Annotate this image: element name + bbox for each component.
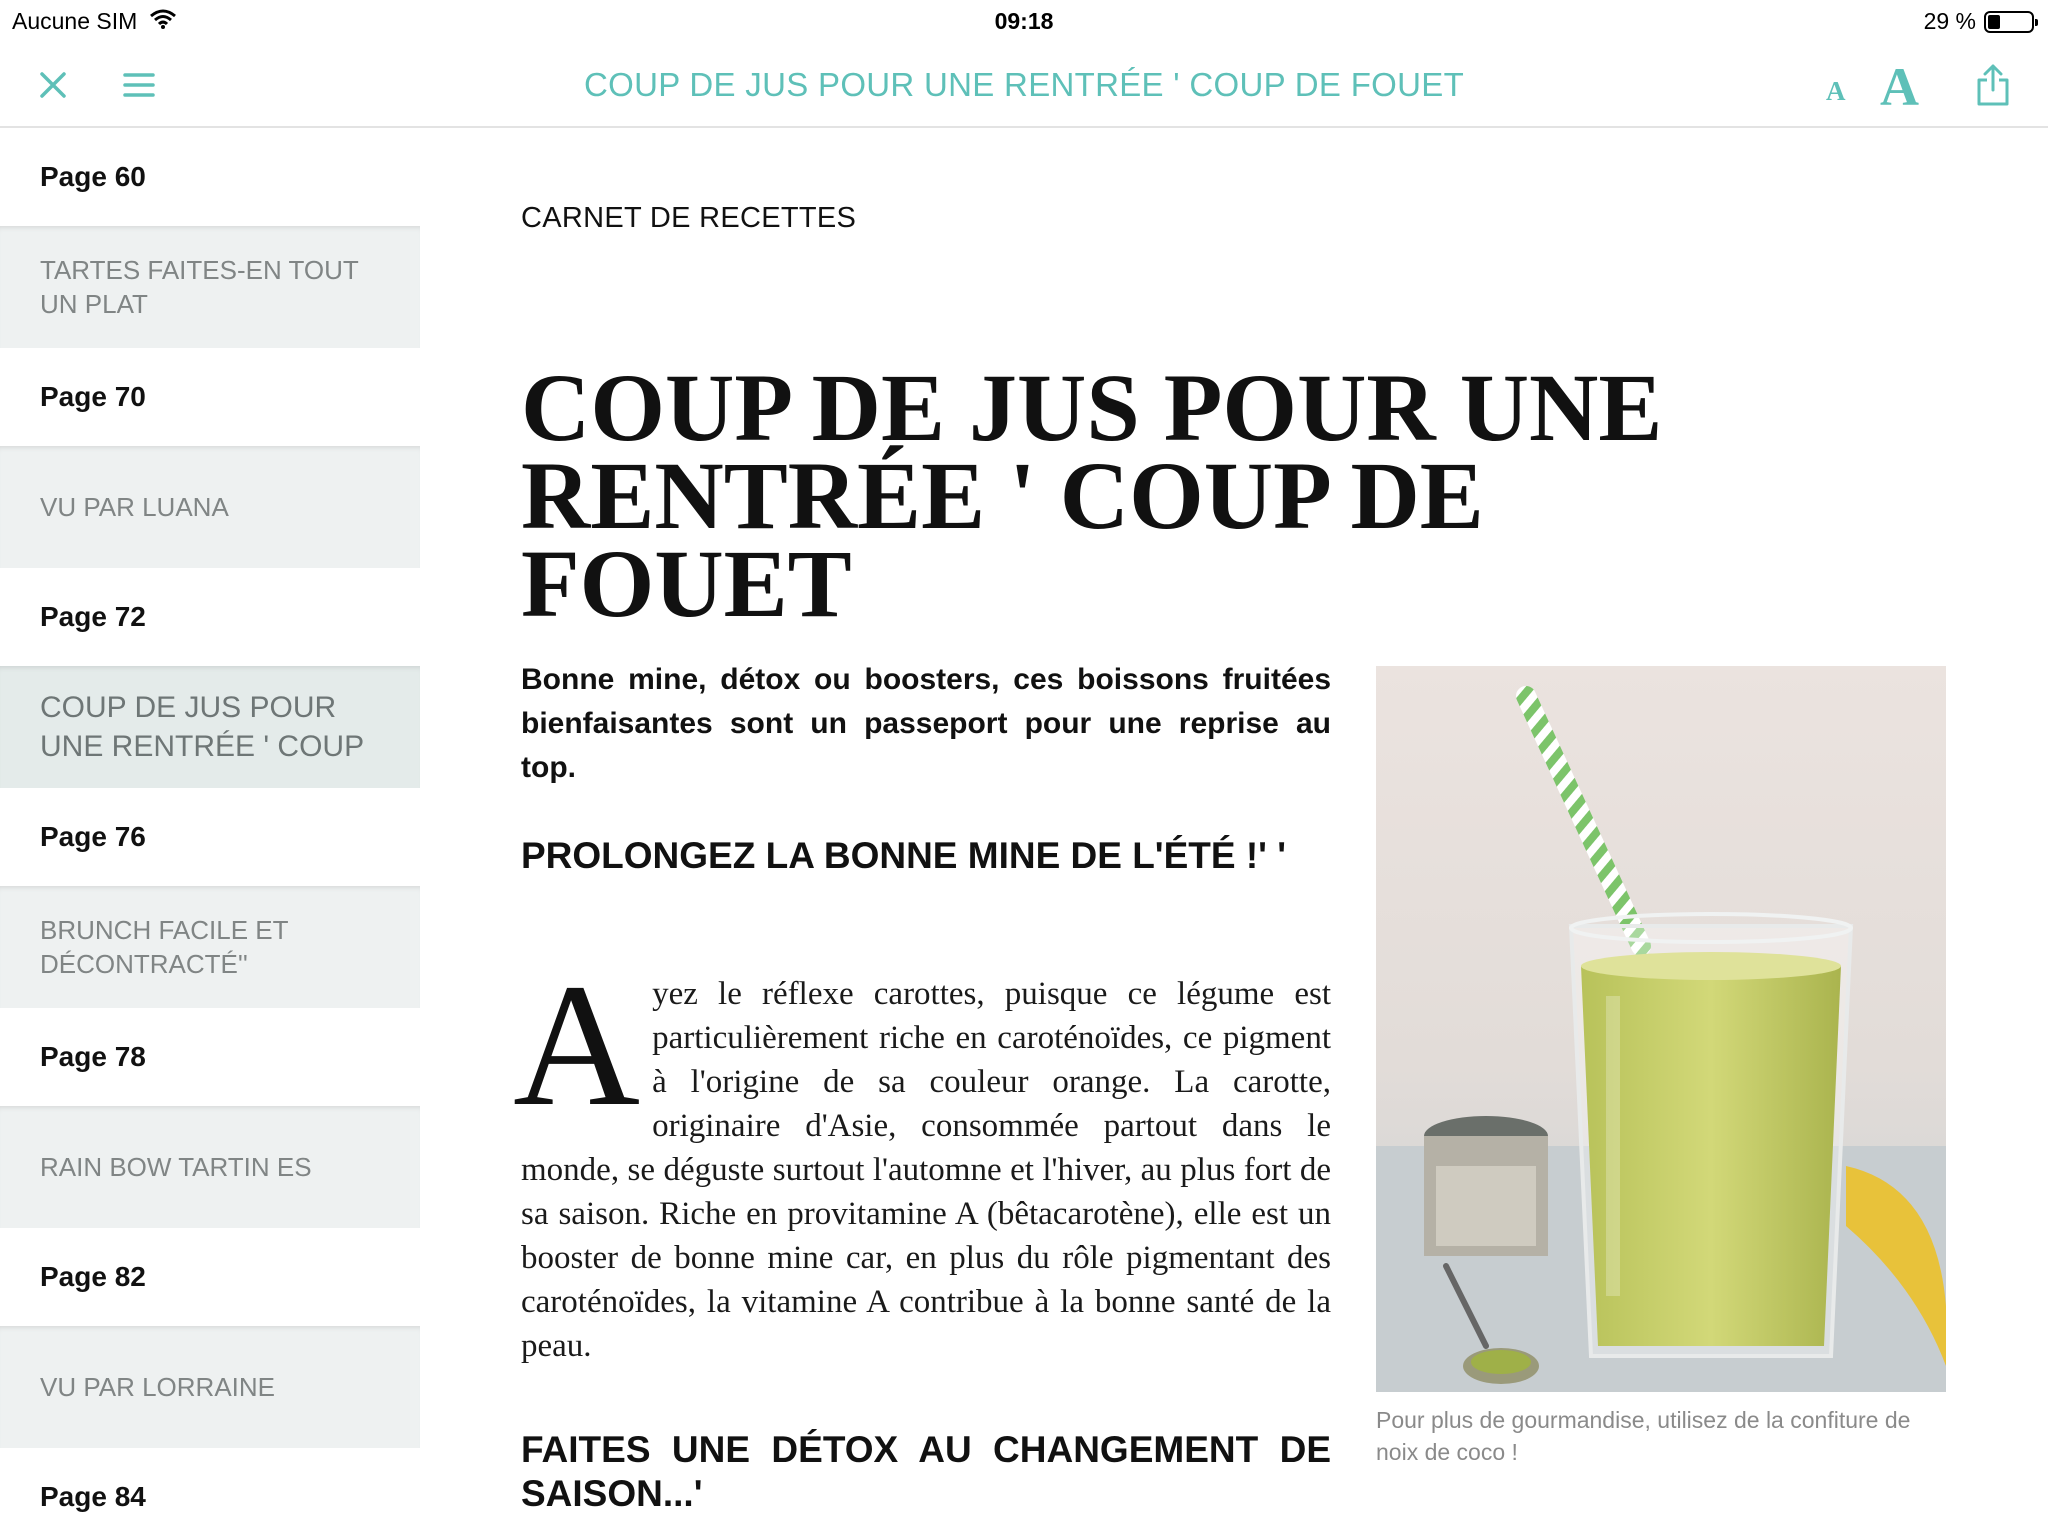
article-body (513, 948, 1331, 1368)
battery-percent: 29 % (1923, 8, 1976, 34)
clock: 09:18 (994, 8, 1054, 34)
toc-chapter-item[interactable]: VU PAR LORRAINE (0, 1326, 420, 1448)
toc-chapter-item[interactable]: VU PAR LUANA (0, 446, 420, 568)
article-lede: Bonne mine, détox ou boosters, ces boissons fruitées bienfaisantes sont un passeport pour une reprise au top. (521, 663, 1331, 784)
toc-chapter-item-active[interactable]: COUP DE JUS POUR UNE RENTRÉE ' COUP (0, 666, 420, 788)
status-bar (0, 0, 2048, 42)
toc-page-item[interactable]: Page 76 (0, 788, 420, 886)
battery-icon (1984, 11, 2034, 33)
section-heading: PROLONGEZ LA BONNE MINE DE L'ÉTÉ !' ' (521, 835, 1287, 876)
article-content (513, 128, 1991, 1536)
share-button[interactable] (1970, 62, 2016, 108)
section-heading: FAITES UNE DÉTOX AU CHANGEMENT DE SAISON...' (521, 1429, 1331, 1514)
share-icon (1976, 64, 2010, 106)
toc-page-item[interactable]: Page 72 (0, 568, 420, 666)
toc-page-item[interactable]: Page 84 (0, 1448, 420, 1536)
toc-page-item[interactable]: Page 60 (0, 128, 420, 226)
section-kicker: CARNET DE RECETTES (521, 202, 857, 234)
top-navigation-bar (0, 42, 2048, 128)
article-headline: COUP DE JUS POUR UNE RENTRÉE ' COUP DE FOUET (521, 354, 1663, 637)
carrier-label: Aucune SIM (12, 8, 138, 34)
toc-chapter-item[interactable]: RAIN BOW TARTIN ES (0, 1106, 420, 1228)
battery-level (1988, 15, 2000, 29)
article-title-bar: COUP DE JUS POUR UNE RENTRÉE ' COUP DE FOUET (583, 66, 1465, 103)
drop-cap: A (513, 948, 641, 1143)
photo-caption: Pour plus de gourmandise, utilisez de la confiture de noix de coco ! (1376, 1407, 1911, 1465)
toc-chapter-item[interactable]: TARTES FAITES-EN TOUT UN PLAT (0, 226, 420, 348)
toc-page-item[interactable]: Page 82 (0, 1228, 420, 1326)
decrease-font-button[interactable]: A (1826, 76, 1846, 106)
table-of-contents-sidebar (0, 128, 420, 1536)
body-paragraph: yez le réflexe carottes, puisque ce légume est particulièrement riche en caroténoïdes, ce pigment à l'origine de sa couleur orange. La carotte, originaire d'Asie, consommée partout dans le monde, se déguste surtout l'automne et l'hiver, au plus fort de sa saison. Riche en provitamine A (bêtacarotène), elle est un booster de bonne mine car, en plus du rôle pigmentant des caroténoïdes, la vitamine A contribue à la bonne santé de la peau. (521, 976, 1331, 1364)
toc-chapter-item[interactable]: BRUNCH FACILE ET DÉCONTRACTÉ'' (0, 886, 420, 1008)
increase-font-button[interactable]: A (1880, 57, 1919, 117)
status-right (1924, 8, 2034, 35)
toc-page-item[interactable]: Page 78 (0, 1008, 420, 1106)
smoothie-photo (1376, 666, 1946, 1392)
toc-page-item[interactable]: Page 70 (0, 348, 420, 446)
